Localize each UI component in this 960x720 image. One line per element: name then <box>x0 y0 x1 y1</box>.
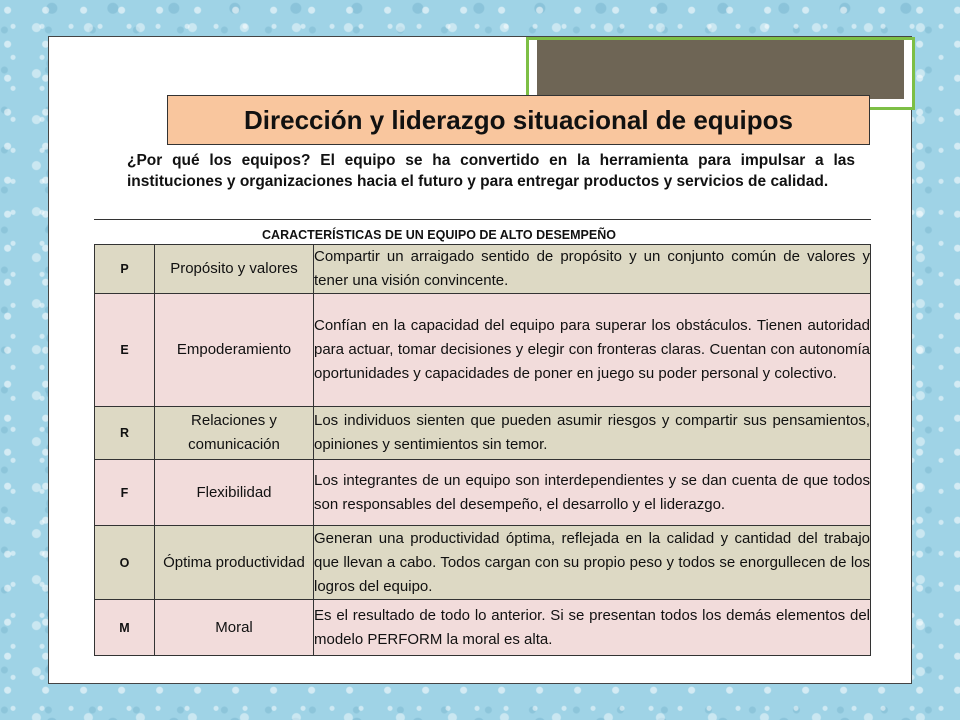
table-row <box>95 526 871 600</box>
row-name: Propósito y valores <box>155 245 314 294</box>
row-description: Generan una productividad óptima, reflejada en la calidad y cantidad del trabajo que llevan a cabo. Todos cargan con su propio peso y todos se enorgullecen de los logros del equipo. <box>314 526 871 600</box>
table-row <box>95 460 871 526</box>
row-description: Los individuos sienten que pueden asumir riesgos y compartir sus pensamientos, opiniones y sentimientos sin temor. <box>314 407 871 460</box>
row-name: Flexibilidad <box>155 460 314 526</box>
row-letter: R <box>95 407 155 460</box>
row-letter: P <box>95 245 155 294</box>
row-letter: F <box>95 460 155 526</box>
table-row <box>95 245 871 294</box>
table-row <box>95 407 871 460</box>
row-name: Óptima productividad <box>155 526 314 600</box>
row-name: Moral <box>155 600 314 656</box>
row-name: Relaciones y comunicación <box>155 407 314 460</box>
table-row <box>95 294 871 407</box>
row-letter: E <box>95 294 155 407</box>
row-letter: M <box>95 600 155 656</box>
row-description: Es el resultado de todo lo anterior. Si se presentan todos los demás elementos del modelo PERFORM la moral es alta. <box>314 600 871 656</box>
divider-line <box>94 219 871 220</box>
document-title: Dirección y liderazgo situacional de equipos <box>167 95 870 145</box>
decorative-title-bar <box>537 40 904 99</box>
table-title: CARACTERÍSTICAS DE UN EQUIPO DE ALTO DESEMPEÑO <box>262 228 616 242</box>
perform-table <box>94 244 871 656</box>
intro-paragraph: ¿Por qué los equipos? El equipo se ha convertido en la herramienta para impulsar a las instituciones y organizaciones hacia el futuro y para entregar productos y servicios de calidad. <box>127 152 855 190</box>
row-name: Empoderamiento <box>155 294 314 407</box>
table-row <box>95 600 871 656</box>
row-description: Confían en la capacidad del equipo para superar los obstáculos. Tienen autoridad para actuar, tomar decisiones y elegir con fronteras claras. Cuentan con autonomía oportunidades y capacidades de poner en juego su poder personal y colectivo. <box>314 294 871 407</box>
row-letter: O <box>95 526 155 600</box>
row-description: Los integrantes de un equipo son interdependientes y se dan cuenta de que todos son responsables del desempeño, el desarrollo y el liderazgo. <box>314 460 871 526</box>
row-description: Compartir un arraigado sentido de propósito y un conjunto común de valores y tener una visión convincente. <box>314 245 871 294</box>
